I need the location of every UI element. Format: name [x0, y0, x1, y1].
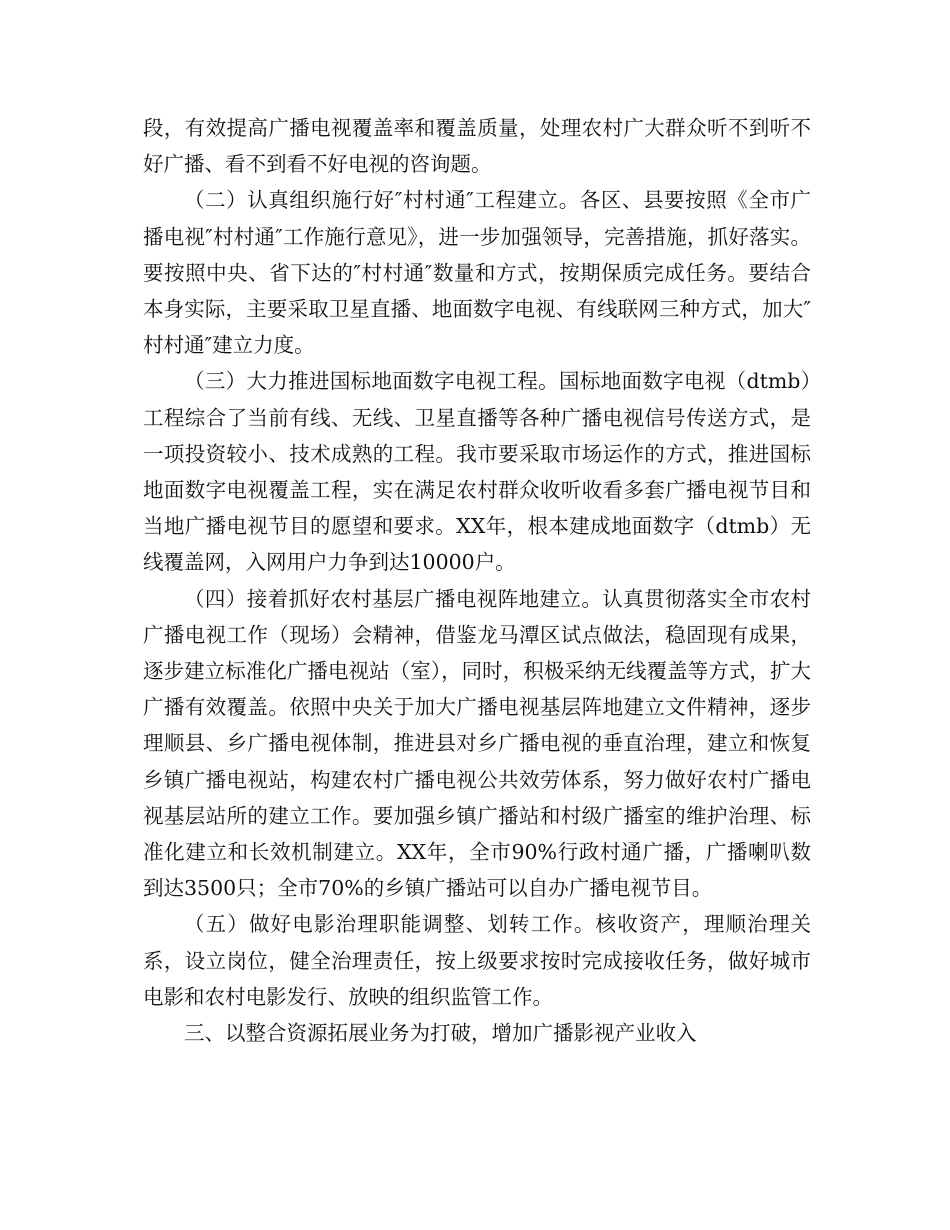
paragraph-section-3: （三）大力推进国标地面数字电视工程。国标地面数字电视（dtmb）工程综合了当前有线、无线、卫星直播等各种广播电视信号传送方式，是一项投资较小、技术成熟的工程。我市要采取市场运作的方式，推进国标地面数字电视覆盖工程，实在满足农村群众收听收看多套广播电视节目和当地广播电视节目的愿望和要求。XX年，根本建成地面数字（dtmb）无线覆盖网，入网用户力争到达10000户。 — [143, 369, 811, 575]
heading-part-3: 三、以整合资源拓展业务为打破，增加广播影视产业收入 — [184, 1021, 697, 1046]
paragraph-continuation: 段，有效提高广播电视覆盖率和覆盖质量，处理农村广大群众听不到听不好广播、看不到看不好电视的咨询题。 — [143, 116, 811, 177]
document-body — [143, 110, 811, 1051]
paragraph-section-4: （四）接着抓好农村基层广播电视阵地建立。认真贯彻落实全市农村广播电视工作（现场）会精神，借鉴龙马潭区试点做法，稳固现有成果，逐步建立标准化广播电视站（室），同时，积极采纳无线覆盖等方式，扩大广播有效覆盖。依照中央关于加大广播电视基层阵地建立文件精神，逐步理顺县、乡广播电视体制，推进县对乡广播电视的垂直治理，建立和恢复乡镇广播电视站，构建农村广播电视公共效劳体系，努力做好农村广播电视基层站所的建立工作。要加强乡镇广播站和村级广播室的维护治理、标准化建立和长效机制建立。XX年，全市90%行政村通广播，广播喇叭数到达3500只；全市70%的乡镇广播站可以自办广播电视节目。 — [143, 586, 811, 901]
paragraph-section-2: （二）认真组织施行好″村村通″工程建立。各区、县要按照《全市广播电视″村村通″工作施行意见》，进一步加强领导，完善措施，抓好落实。要按照中央、省下达的″村村通″数量和方式，按期保质完成任务。要结合本身实际，主要采取卫星直播、地面数字电视、有线联网三种方式，加大″村村通″建立力度。 — [143, 188, 811, 358]
paragraph-section-5: （五）做好电影治理职能调整、划转工作。核收资产，理顺治理关系，设立岗位，健全治理责任，按上级要求按时完成接收任务，做好城市电影和农村电影发行、放映的组织监管工作。 — [143, 912, 811, 1009]
